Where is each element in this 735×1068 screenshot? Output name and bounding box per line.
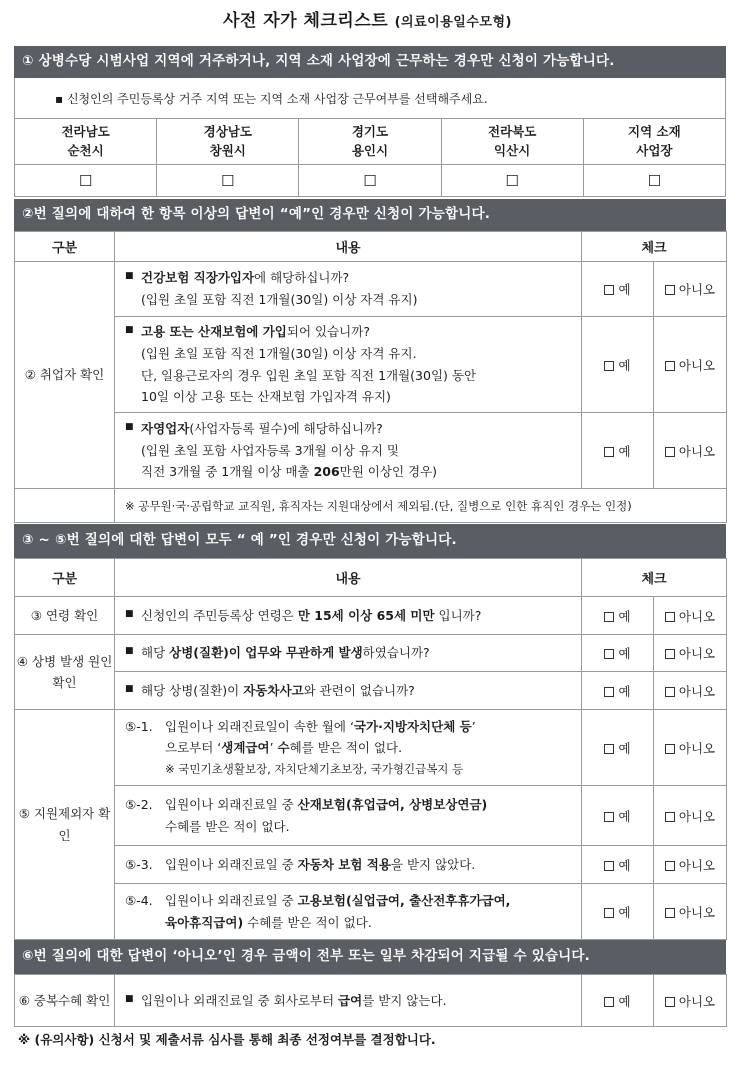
question-employment-insurance: ■ 고용 또는 산재보험에 가입되어 있습니까? (입원 초일 포함 직전 1개월(30일) 이상 자격 유지. 단, 일용근로자의 경우 입원 초일 포함 직전 1개월(30일) 동안 10일 이상 고용 또는 산재보험 가입자격 유지) <box>115 317 582 413</box>
region-header: 전라북도 익산시 <box>441 119 583 165</box>
region-table <box>14 118 726 197</box>
no-checkbox[interactable]: 아니오 <box>654 786 727 846</box>
question-car-insurance: ⑤-3. 입원이나 외래진료일 중 자동차 보험 적용을 받지 않았다. <box>115 846 582 884</box>
region-header: 지역 소재 사업장 <box>583 119 725 165</box>
yes-checkbox[interactable]: 예 <box>582 672 654 710</box>
no-checkbox[interactable]: 아니오 <box>654 597 727 635</box>
section3-header: ③ ~ ⑤번 질의에 대한 답변이 모두 “ 예 ”인 경우만 신청이 가능합니다. <box>14 524 726 558</box>
category-illness-cause: ④ 상병 발생 원인 확인 <box>15 635 115 710</box>
eligibility-table <box>14 558 727 940</box>
region-header: 경상남도 창원시 <box>157 119 299 165</box>
section1-instruction: ▪ 신청인의 주민등록상 거주 지역 또는 지역 소재 사업장 근무여부를 선택해주세요. <box>14 78 726 118</box>
question-company-salary: ■ 입원이나 외래진료일 중 회사로부터 급여를 받지 않는다. <box>115 975 582 1027</box>
page-title <box>0 6 735 31</box>
region-checkbox[interactable]: ☐ <box>15 165 157 197</box>
region-checkbox[interactable]: ☐ <box>441 165 583 197</box>
yes-checkbox[interactable]: 예 <box>582 975 654 1027</box>
no-checkbox[interactable]: 아니오 <box>654 413 727 489</box>
question-car-accident: ■ 해당 상병(질환)이 자동차사고와 관련이 없습니까? <box>115 672 582 710</box>
yes-checkbox[interactable]: 예 <box>582 635 654 672</box>
question-employment-benefit: ⑤-4. 입원이나 외래진료일 중 고용보험(실업급여, 출산전후휴가급여, 육아휴직급여) 수혜를 받은 적이 없다. <box>115 884 582 940</box>
yes-checkbox[interactable]: 예 <box>582 710 654 786</box>
yes-checkbox[interactable]: 예 <box>582 413 654 489</box>
no-checkbox[interactable]: 아니오 <box>654 635 727 672</box>
no-checkbox[interactable]: 아니오 <box>654 317 727 413</box>
category-exclusion: ⑤ 지원제외자 확인 <box>15 710 115 940</box>
region-checkbox[interactable]: ☐ <box>299 165 441 197</box>
region-checkbox[interactable]: ☐ <box>583 165 725 197</box>
no-checkbox[interactable]: 아니오 <box>654 884 727 940</box>
category-employment: ② 취업자 확인 <box>15 262 115 489</box>
question-self-employed: ■ 자영업자(사업자등록 필수)에 해당하십니까? (입원 초일 포함 사업자등록 3개월 이상 유지 및 직전 3개월 중 1개월 이상 매출 206만원 이상인 경우) <box>115 413 582 489</box>
final-notice: ※ (유의사항) 신청서 및 제출서류 심사를 통해 최종 선정여부를 결정합니다. <box>18 1032 436 1047</box>
employment-table <box>14 231 727 523</box>
region-header: 경기도 용인시 <box>299 119 441 165</box>
yes-checkbox[interactable]: 예 <box>582 597 654 635</box>
yes-checkbox[interactable]: 예 <box>582 317 654 413</box>
question-industrial-accident: ⑤-2. 입원이나 외래진료일 중 산재보험(휴업급여, 상병보상연금) 수혜를 받은 적이 없다. <box>115 786 582 846</box>
no-checkbox[interactable]: 아니오 <box>654 710 727 786</box>
category-duplicate-benefit: ⑥ 중복수혜 확인 <box>15 975 115 1027</box>
section2-header: ②번 질의에 대하여 한 항목 이상의 답변이 “예”인 경우만 신청이 가능합니다. <box>14 199 726 231</box>
title-main: 사전 자가 체크리스트 <box>223 11 389 31</box>
col-header-check: 체크 <box>582 559 727 597</box>
title-sub: (의료이용일수모형) <box>394 15 512 30</box>
col-header-category: 구분 <box>15 232 115 262</box>
no-checkbox[interactable]: 아니오 <box>654 975 727 1027</box>
no-checkbox[interactable]: 아니오 <box>654 672 727 710</box>
col-header-content: 내용 <box>115 232 582 262</box>
no-checkbox[interactable]: 아니오 <box>654 262 727 317</box>
question-work-unrelated: ■ 해당 상병(질환)이 업무와 무관하게 발생하였습니까? <box>115 635 582 672</box>
region-checkbox[interactable]: ☐ <box>157 165 299 197</box>
category-age: ③ 연령 확인 <box>15 597 115 635</box>
section2-footnote: ※ 공무원·국·공립학교 교직원, 휴직자는 지원대상에서 제외됨.(단, 질병으로 인한 휴직인 경우는 인정) <box>115 489 727 523</box>
yes-checkbox[interactable]: 예 <box>582 884 654 940</box>
col-header-content: 내용 <box>115 559 582 597</box>
yes-checkbox[interactable]: 예 <box>582 262 654 317</box>
col-header-check: 체크 <box>582 232 727 262</box>
region-header: 전라남도 순천시 <box>15 119 157 165</box>
section4-header: ⑥번 질의에 대한 답변이 ‘아니오’인 경우 금액이 전부 또는 일부 차감되어 지급될 수 있습니다. <box>14 940 726 974</box>
yes-checkbox[interactable]: 예 <box>582 846 654 884</box>
yes-checkbox[interactable]: 예 <box>582 786 654 846</box>
question-age: ■ 신청인의 주민등록상 연령은 만 15세 이상 65세 미만 입니까? <box>115 597 582 635</box>
col-header-category: 구분 <box>15 559 115 597</box>
duplicate-benefit-table <box>14 974 727 1027</box>
question-health-insurance: ■ 건강보험 직장가입자에 해당하십니까? (입원 초일 포함 직전 1개월(30일) 이상 자격 유지) <box>115 262 582 317</box>
no-checkbox[interactable]: 아니오 <box>654 846 727 884</box>
question-livelihood-benefit: ⑤-1. 입원이나 외래진료일이 속한 월에 ‘국가·지방자치단체 등’ 으로부터 ‘생계급여’ 수혜를 받은 적이 없다. ※ 국민기초생활보장, 자치단체기초보장, 국가형긴급복지 등 <box>115 710 582 786</box>
section1-header: ① 상병수당 시범사업 지역에 거주하거나, 지역 소재 사업장에 근무하는 경우만 신청이 가능합니다. <box>14 46 726 78</box>
